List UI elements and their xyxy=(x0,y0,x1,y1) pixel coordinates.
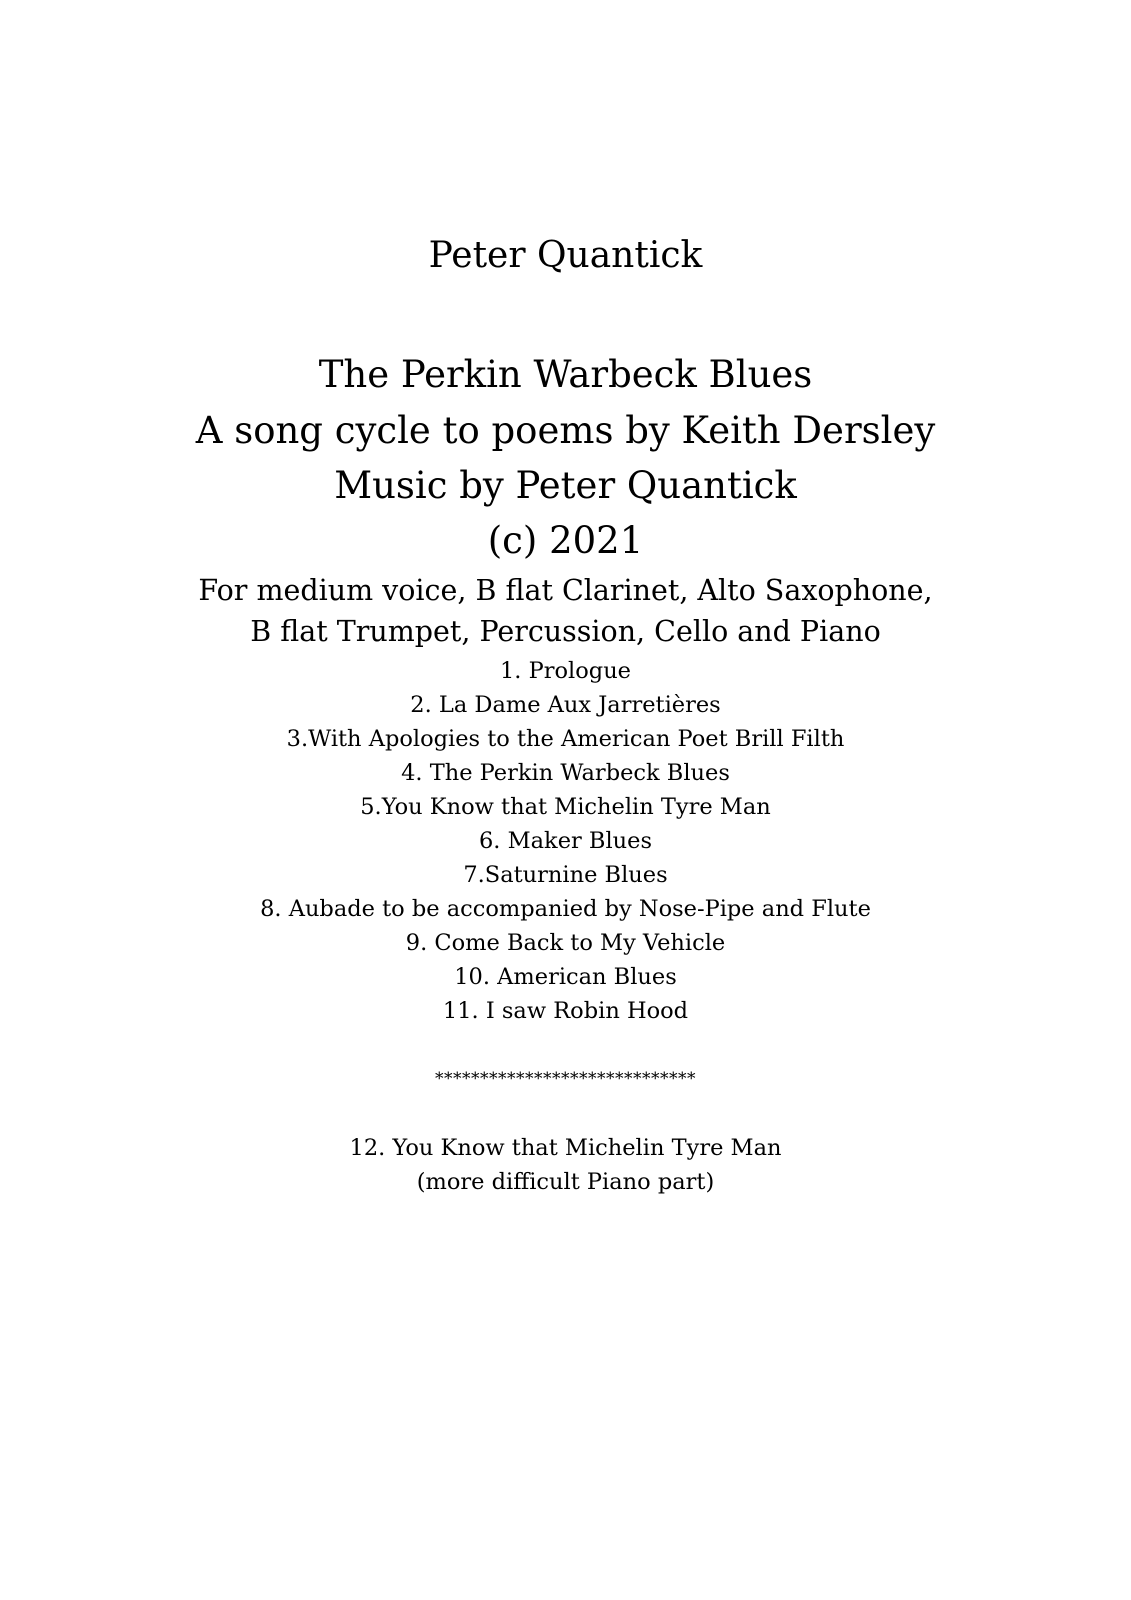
song-item: 5.You Know that Michelin Tyre Man xyxy=(360,794,771,820)
song-item: 9. Come Back to My Vehicle xyxy=(405,930,726,956)
song-item: 10. American Blues xyxy=(454,964,677,990)
song-item: 4. The Perkin Warbeck Blues xyxy=(401,760,730,786)
song-item: 11. I saw Robin Hood xyxy=(442,998,689,1024)
extra-song-title: 12. You Know that Michelin Tyre Man xyxy=(349,1135,782,1161)
music-credit: Music by Peter Quantick xyxy=(334,464,797,507)
work-subtitle: A song cycle to poems by Keith Dersley xyxy=(195,409,936,452)
song-item: 3.With Apologies to the American Poet Brill Filth xyxy=(286,726,845,752)
song-item: 8. Aubade to be accompanied by Nose-Pipe and Flute xyxy=(260,896,871,922)
instrumentation-line-1: For medium voice, B flat Clarinet, Alto Saxophone, xyxy=(198,574,933,607)
song-item: 2. La Dame Aux Jarretières xyxy=(410,692,721,718)
separator-stars: ***************************** xyxy=(435,1069,696,1089)
song-item: 6. Maker Blues xyxy=(478,828,652,854)
extra-song-note: (more difficult Piano part) xyxy=(416,1169,715,1195)
composer-name: Peter Quantick xyxy=(428,235,703,276)
song-list xyxy=(0,660,1131,1034)
song-item: 7.Saturnine Blues xyxy=(463,862,668,888)
work-title: The Perkin Warbeck Blues xyxy=(318,353,813,396)
song-item: 1. Prologue xyxy=(499,658,631,684)
copyright-notice: (c) 2021 xyxy=(487,519,644,562)
instrumentation-line-2: B flat Trumpet, Percussion, Cello and Piano xyxy=(250,615,881,648)
